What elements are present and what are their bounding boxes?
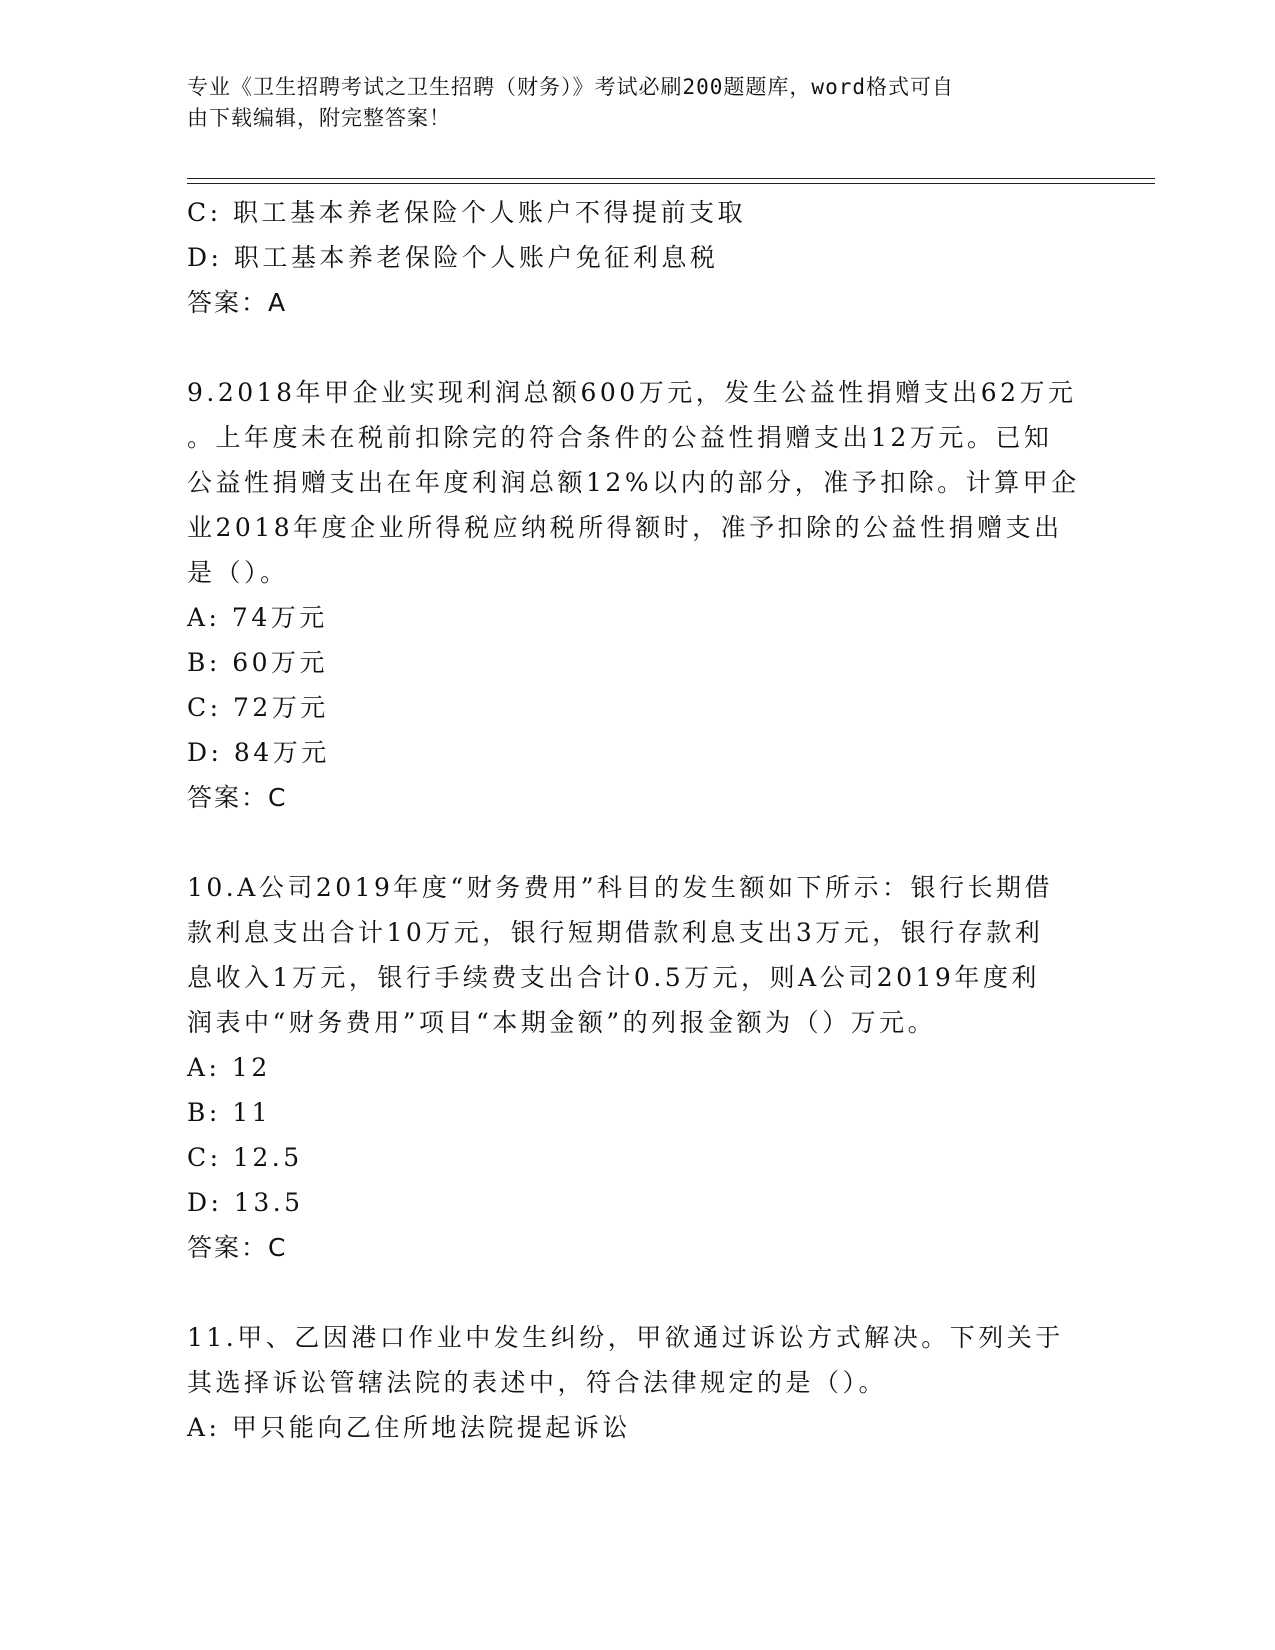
question-text-line: 公益性捐赠支出在年度利润总额12%以内的部分，准予扣除。计算甲企 <box>187 468 1080 497</box>
question-10 <box>187 865 1087 1270</box>
header-divider <box>187 178 1155 184</box>
document-header <box>187 72 1087 134</box>
question-text-line: 。上年度未在税前扣除完的符合条件的公益性捐赠支出12万元。已知 <box>187 423 1053 452</box>
question-text-line: 润表中“财务费用”项目“本期金额”的列报金额为（）万元。 <box>187 1008 937 1037</box>
answer: 答案：A <box>187 288 288 317</box>
option-b: B: 11 <box>187 1098 272 1127</box>
question-text-line: 11.甲、乙因港口作业中发生纠纷，甲欲通过诉讼方式解决。下列关于 <box>187 1323 1064 1352</box>
option-d: D: 84万元 <box>187 738 330 767</box>
question-text-line: 业2018年度企业所得税应纳税所得额时，准予扣除的公益性捐赠支出 <box>187 513 1063 542</box>
option-b: B: 60万元 <box>187 648 329 677</box>
question-text-line: 是（）。 <box>187 558 289 587</box>
option-c: C: 职工基本养老保险个人账户不得提前支取 <box>187 198 746 227</box>
question-text-line: 10.A公司2019年度“财务费用”科目的发生额如下所示：银行长期借 <box>187 873 1053 902</box>
question-list <box>187 190 1087 1450</box>
question-11 <box>187 1315 1087 1450</box>
answer: 答案：C <box>187 783 288 812</box>
option-a: A: 74万元 <box>187 603 328 632</box>
option-a: A: 甲只能向乙住所地法院提起诉讼 <box>187 1413 631 1442</box>
option-c: C: 12.5 <box>187 1143 303 1172</box>
header-line: 专业《卫生招聘考试之卫生招聘（财务）》考试必刷200题题库，word格式可自 <box>187 75 954 99</box>
question-text-line: 其选择诉讼管辖法院的表述中，符合法律规定的是（）。 <box>187 1368 888 1397</box>
question-text-line: 息收入1万元，银行手续费支出合计0.5万元，则A公司2019年度利 <box>187 963 1040 992</box>
question-9 <box>187 370 1087 820</box>
option-d: D: 职工基本养老保险个人账户免征利息税 <box>187 243 719 272</box>
option-c: C: 72万元 <box>187 693 329 722</box>
answer: 答案：C <box>187 1233 288 1262</box>
document-page <box>187 0 1157 1650</box>
option-a: A: 12 <box>187 1053 271 1082</box>
header-line: 由下载编辑，附完整答案！ <box>187 106 451 130</box>
question-text-line: 9.2018年甲企业实现利润总额600万元，发生公益性捐赠支出62万元 <box>187 378 1077 407</box>
option-d: D: 13.5 <box>187 1188 304 1217</box>
question-text-line: 款利息支出合计10万元，银行短期借款利息支出3万元，银行存款利 <box>187 918 1044 947</box>
question-8-tail <box>187 190 1087 325</box>
